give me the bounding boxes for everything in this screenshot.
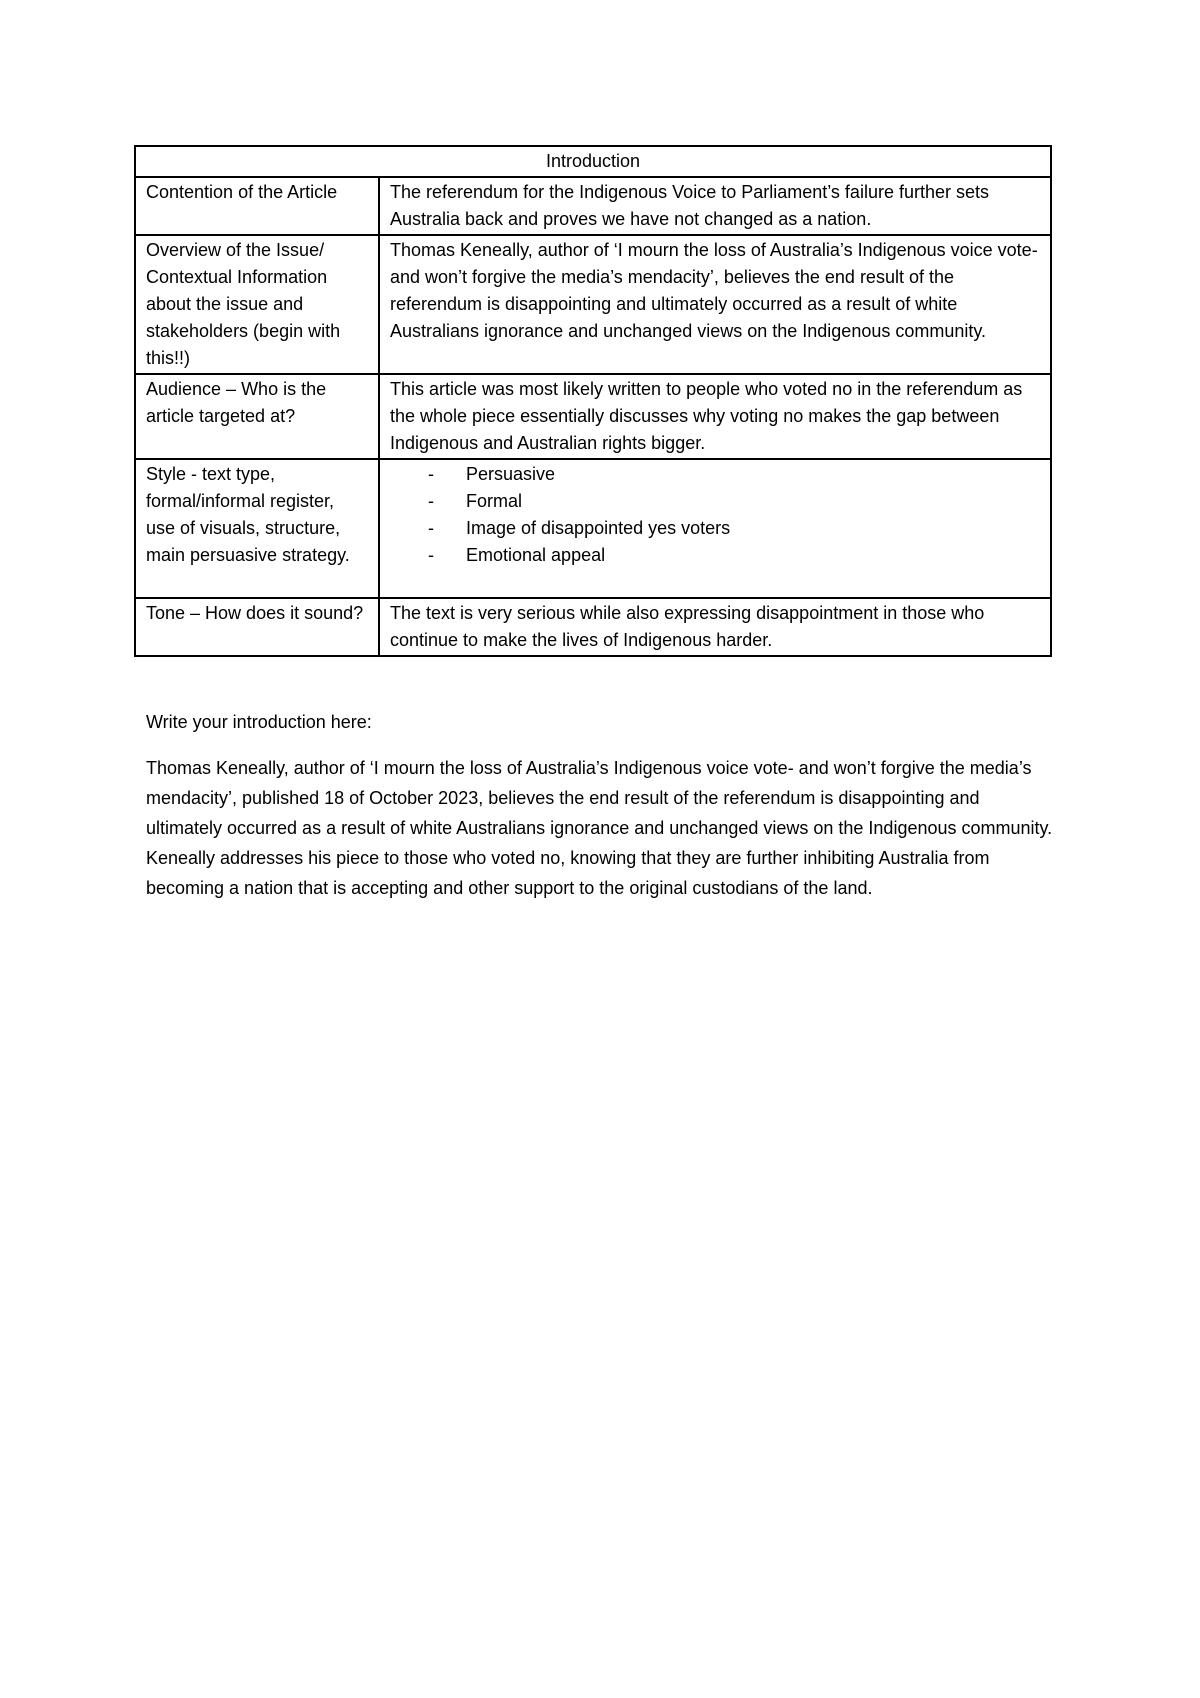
table-header: Introduction <box>135 146 1051 177</box>
list-item-text: Persuasive <box>466 464 556 484</box>
introduction-prompt: Write your introduction here: <box>146 712 372 732</box>
table-row-style <box>135 459 1051 598</box>
table-row-tone <box>135 598 1051 656</box>
row-label: Contention of the Article <box>135 177 379 235</box>
list-dash: - <box>428 464 434 484</box>
style-list <box>390 461 1040 569</box>
introduction-paragraph: Thomas Keneally, author of ‘I mourn the loss of Australia’s Indigenous voice vote- and won’t forgive the media’s mendacity’, published 18 of October 2023, believes the end result of the referendum is disappointing and ultimately occurred as a result of white Australians ignorance and unchanged views on the Indigenous community. Keneally addresses his piece to those who voted no, knowing that they are further inhibiting Australia from becoming a nation that is accepting and other support to the original custodians of the land. <box>146 758 1053 898</box>
row-label: Overview of the Issue/ Contextual Information about the issue and stakeholders (begin with this!!) <box>135 235 379 374</box>
list-item <box>428 461 1040 488</box>
list-dash: - <box>428 518 434 538</box>
list-item-text: Formal <box>466 491 523 511</box>
row-value: The text is very serious while also expressing disappointment in those who continue to make the lives of Indigenous harder. <box>379 598 1051 656</box>
introduction-table <box>134 145 1052 657</box>
list-item-text: Image of disappointed yes voters <box>466 518 731 538</box>
list-dash: - <box>428 545 434 565</box>
row-value: Thomas Keneally, author of ‘I mourn the loss of Australia’s Indigenous voice vote- and won’t forgive the media’s mendacity’, believes the end result of the referendum is disappointing and ultimately occurred as a result of white Australians ignorance and unchanged views on the Indigenous community. <box>379 235 1051 374</box>
list-item <box>428 488 1040 515</box>
list-item <box>428 515 1040 542</box>
table-row-overview <box>135 235 1051 374</box>
table-row-contention <box>135 177 1051 235</box>
list-item-text: Emotional appeal <box>466 545 606 565</box>
row-label: Style - text type, formal/informal register, use of visuals, structure, main persuasive strategy. <box>135 459 379 598</box>
row-value: The referendum for the Indigenous Voice to Parliament’s failure further sets Australia back and proves we have not changed as a nation. <box>379 177 1051 235</box>
list-item <box>428 542 1040 569</box>
table-header-row <box>135 146 1051 177</box>
list-dash: - <box>428 491 434 511</box>
row-value: This article was most likely written to people who voted no in the referendum as the whole piece essentially discusses why voting no makes the gap between Indigenous and Australian rights bigger. <box>379 374 1051 459</box>
row-value <box>379 459 1051 598</box>
row-label: Audience – Who is the article targeted at? <box>135 374 379 459</box>
table-row-audience <box>135 374 1051 459</box>
row-label: Tone – How does it sound? <box>135 598 379 656</box>
